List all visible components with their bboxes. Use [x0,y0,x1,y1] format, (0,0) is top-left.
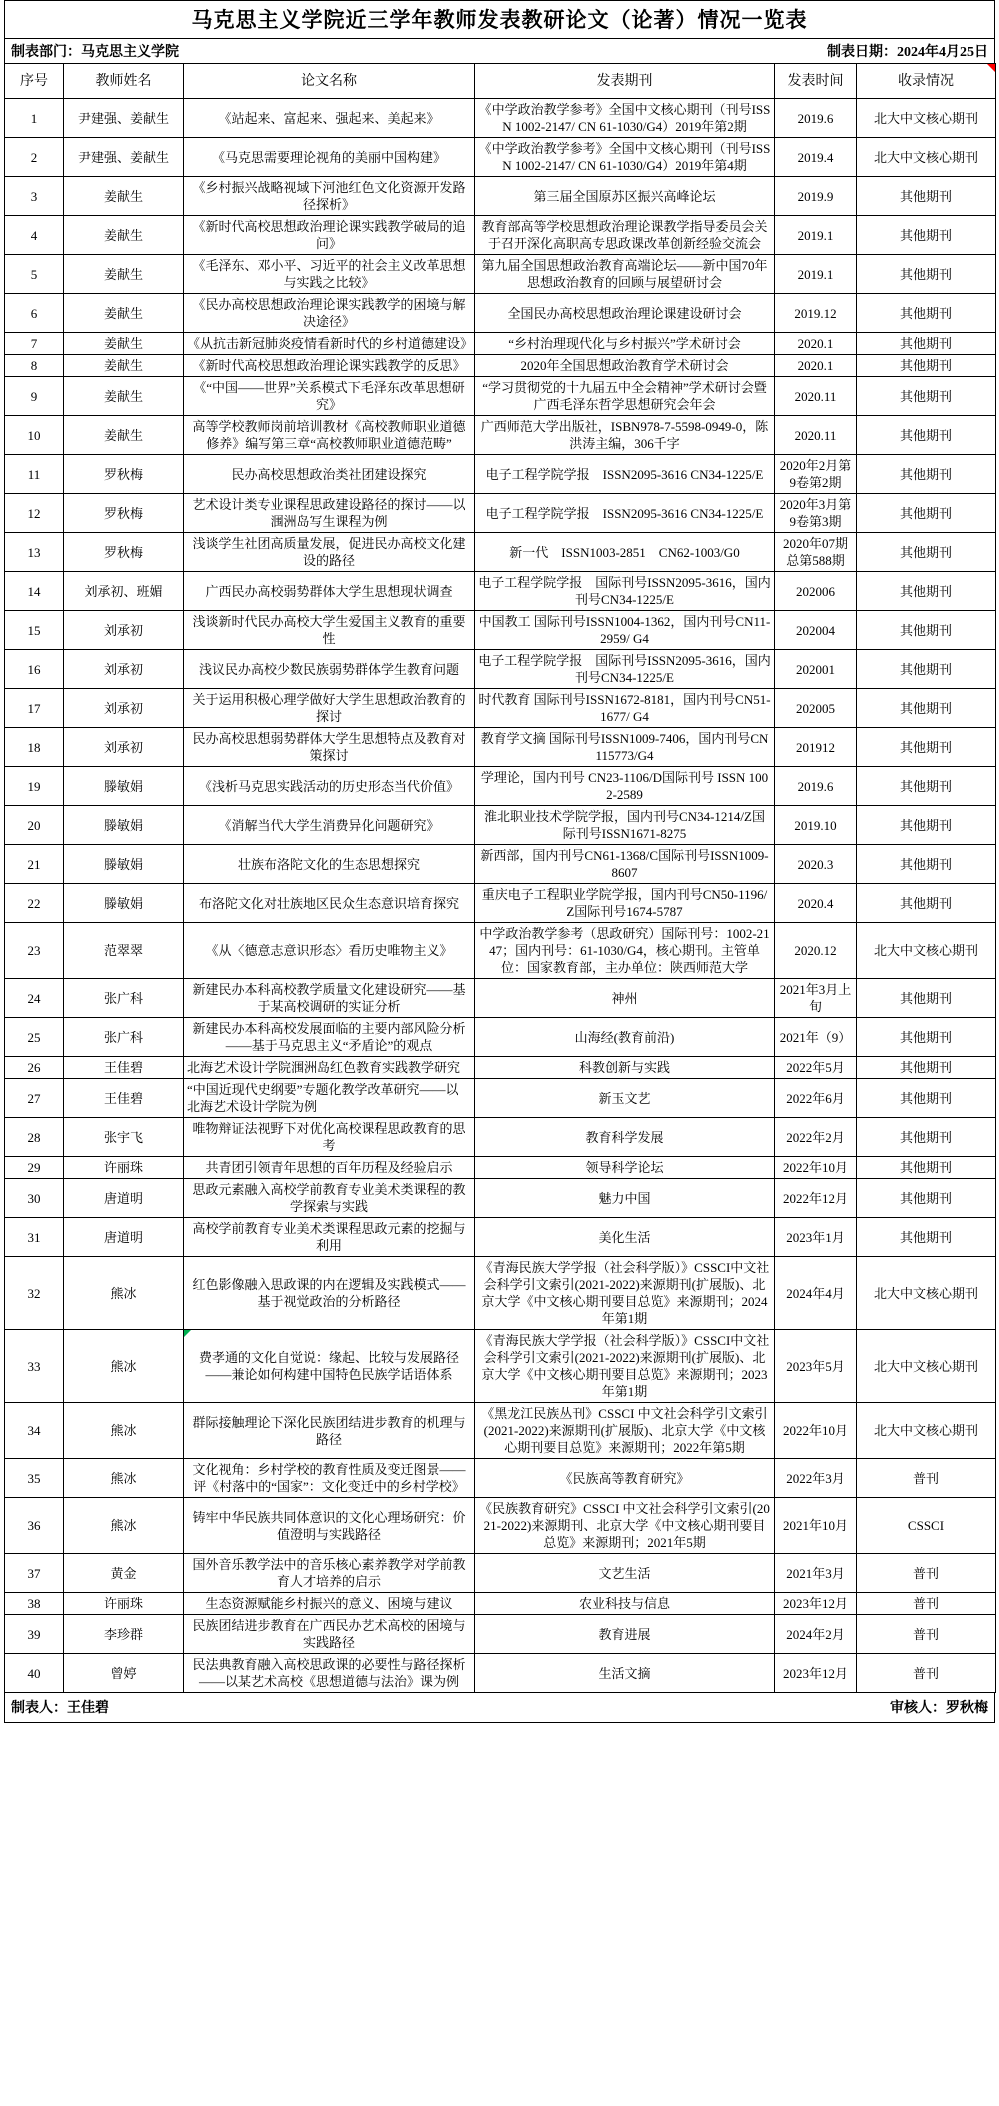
cell-no: 9 [5,377,64,416]
report-sheet [4,0,995,1723]
cell-no: 4 [5,216,64,255]
table-row [5,845,996,884]
cell-publish-time: 2023年12月 [775,1593,857,1615]
cell-no: 21 [5,845,64,884]
table-row [5,884,996,923]
comment-marker-red-icon [987,64,995,72]
cell-index-status: 其他期刊 [857,845,996,884]
cell-publish-time: 2019.1 [775,216,857,255]
cell-index-status: 北大中文核心期刊 [857,1403,996,1459]
cell-index-status: 其他期刊 [857,294,996,333]
cell-teacher-name: 姜献生 [64,377,184,416]
cell-index-status: 其他期刊 [857,1218,996,1257]
cell-no: 15 [5,611,64,650]
header-journal: 发表期刊 [475,64,775,99]
cell-publish-time: 2021年3月上旬 [775,979,857,1018]
table-row [5,455,996,494]
cell-publish-time: 202004 [775,611,857,650]
cell-index-status: 北大中文核心期刊 [857,138,996,177]
cell-publish-time: 2020.12 [775,923,857,979]
table-row [5,806,996,845]
footer-row [4,1693,995,1723]
cell-teacher-name: 刘承初 [64,611,184,650]
cell-teacher-name: 滕敏娟 [64,845,184,884]
cell-index-status: 北大中文核心期刊 [857,923,996,979]
cell-publish-time: 2022年6月 [775,1079,857,1118]
cell-index-status: 其他期刊 [857,611,996,650]
cell-index-status: 其他期刊 [857,572,996,611]
meta-row [4,38,995,64]
footer-reviewer: 审核人：罗秋梅 [890,1701,988,1716]
cell-publish-time: 2020.3 [775,845,857,884]
footer-preparer: 制表人：王佳碧 [11,1701,109,1716]
cell-no: 3 [5,177,64,216]
table-row [5,1593,996,1615]
cell-journal: 生活文摘 [475,1654,775,1693]
cell-publish-time: 2021年3月 [775,1554,857,1593]
table-row [5,1257,996,1330]
cell-index-status: 其他期刊 [857,533,996,572]
table-row [5,767,996,806]
cell-journal: 第三届全国原苏区振兴高峰论坛 [475,177,775,216]
cell-no: 30 [5,1179,64,1218]
cell-publish-time: 202005 [775,689,857,728]
cell-no: 38 [5,1593,64,1615]
cell-teacher-name: 姜献生 [64,177,184,216]
table-row [5,99,996,138]
cell-index-status: 其他期刊 [857,177,996,216]
cell-journal: 教育进展 [475,1615,775,1654]
cell-paper-title: 思政元素融入高校学前教育专业美术类课程的教学探索与实践 [184,1179,475,1218]
header-teacher: 教师姓名 [64,64,184,99]
cell-index-status: 其他期刊 [857,884,996,923]
cell-paper-title: 民法典教育融入高校思政课的必要性与路径探析——以某艺术高校《思想道德与法治》课为例 [184,1654,475,1693]
publications-table [4,63,996,1693]
table-row [5,294,996,333]
cell-no: 36 [5,1498,64,1554]
cell-journal: 神州 [475,979,775,1018]
cell-teacher-name: 唐道明 [64,1179,184,1218]
cell-journal: 教育部高等学校思想政治理论课教学指导委员会关于召开深化高职高专思政课改革创新经验交流会 [475,216,775,255]
header-paper-title: 论文名称 [184,64,475,99]
cell-teacher-name: 滕敏娟 [64,884,184,923]
cell-publish-time: 2020年07期总第588期 [775,533,857,572]
cell-teacher-name: 熊冰 [64,1330,184,1403]
table-row [5,177,996,216]
cell-paper-title: 《“中国——世界”关系模式下毛泽东改革思想研究》 [184,377,475,416]
cell-no: 13 [5,533,64,572]
cell-teacher-name: 唐道明 [64,1218,184,1257]
table-row [5,1118,996,1157]
cell-index-status: 其他期刊 [857,689,996,728]
cell-index-status: 普刊 [857,1615,996,1654]
cell-teacher-name: 姜献生 [64,355,184,377]
table-row [5,1157,996,1179]
cell-teacher-name: 姜献生 [64,255,184,294]
cell-journal: 第九届全国思想政治教育高端论坛——新中国70年思想政治教育的回顾与展望研讨会 [475,255,775,294]
cell-paper-title: 生态资源赋能乡村振兴的意义、困境与建议 [184,1593,475,1615]
cell-no: 22 [5,884,64,923]
cell-journal: 魅力中国 [475,1179,775,1218]
cell-index-status: CSSCI [857,1498,996,1554]
cell-publish-time: 2020.1 [775,333,857,355]
cell-no: 12 [5,494,64,533]
cell-index-status: 其他期刊 [857,1157,996,1179]
cell-index-status: 其他期刊 [857,455,996,494]
cell-no: 16 [5,650,64,689]
cell-publish-time: 2019.6 [775,99,857,138]
cell-no: 40 [5,1654,64,1693]
cell-paper-title: 浅谈新时代民办高校大学生爱国主义教育的重要性 [184,611,475,650]
cell-journal: 淮北职业技术学院学报，国内刊号CN34-1214/Z国际刊号ISSN1671-8275 [475,806,775,845]
cell-journal: 新一代 ISSN1003-2851 CN62-1003/G0 [475,533,775,572]
cell-publish-time: 2020年2月第9卷第2期 [775,455,857,494]
comment-marker-green-icon [184,1330,191,1337]
cell-teacher-name: 张广科 [64,979,184,1018]
table-row [5,1403,996,1459]
cell-index-status: 北大中文核心期刊 [857,99,996,138]
cell-no: 25 [5,1018,64,1057]
cell-no: 18 [5,728,64,767]
cell-no: 11 [5,455,64,494]
cell-teacher-name: 姜献生 [64,333,184,355]
header-no: 序号 [5,64,64,99]
table-header-row [5,64,996,99]
cell-teacher-name: 刘承初 [64,728,184,767]
cell-journal: 电子工程学院学报 国际刊号ISSN2095-3616，国内刊号CN34-1225/E [475,650,775,689]
cell-journal: 《中学政治教学参考》全国中文核心期刊（刊号ISSN 1002-2147/ CN 61-1030/G4）2019年第4期 [475,138,775,177]
cell-no: 1 [5,99,64,138]
cell-no: 32 [5,1257,64,1330]
cell-publish-time: 2020.4 [775,884,857,923]
cell-publish-time: 2022年5月 [775,1057,857,1079]
table-row [5,1330,996,1403]
cell-journal: 教育科学发展 [475,1118,775,1157]
meta-date: 制表日期：2024年4月25日 [827,45,988,60]
cell-paper-title: 铸牢中华民族共同体意识的文化心理场研究：价值澄明与实践路径 [184,1498,475,1554]
cell-journal: 《民族教育研究》CSSCI 中文社会科学引文索引(2021-2022)来源期刊、北京大学《中文核心期刊要目总览》来源期刊；2021年5期 [475,1498,775,1554]
cell-teacher-name: 熊冰 [64,1257,184,1330]
cell-index-status: 其他期刊 [857,767,996,806]
cell-no: 7 [5,333,64,355]
cell-paper-title: 《浅析马克思实践活动的历史形态当代价值》 [184,767,475,806]
cell-index-status: 其他期刊 [857,333,996,355]
cell-journal: 重庆电子工程职业学院学报，国内刊号CN50-1196/Z国际刊号1674-5787 [475,884,775,923]
cell-journal: 教育学文摘 国际刊号ISSN1009-7406，国内刊号CN115773/G4 [475,728,775,767]
cell-index-status: 普刊 [857,1654,996,1693]
cell-journal: 电子工程学院学报 国际刊号ISSN2095-3616，国内刊号CN34-1225/E [475,572,775,611]
cell-publish-time: 2024年4月 [775,1257,857,1330]
table-row [5,1179,996,1218]
cell-publish-time: 202001 [775,650,857,689]
cell-journal: 全国民办高校思想政治理论课建设研讨会 [475,294,775,333]
table-row [5,611,996,650]
cell-journal: 领导科学论坛 [475,1157,775,1179]
cell-teacher-name: 罗秋梅 [64,533,184,572]
cell-publish-time: 2022年2月 [775,1118,857,1157]
cell-journal: 《中学政治教学参考》全国中文核心期刊（刊号ISSN 1002-2147/ CN 61-1030/G4）2019年第2期 [475,99,775,138]
table-row [5,1018,996,1057]
cell-paper-title: 《民办高校思想政治理论课实践教学的困境与解决途径》 [184,294,475,333]
cell-teacher-name: 范翠翠 [64,923,184,979]
cell-teacher-name: 王佳碧 [64,1079,184,1118]
cell-publish-time: 2020.11 [775,416,857,455]
table-row [5,1057,996,1079]
cell-paper-title: 《乡村振兴战略视域下河池红色文化资源开发路径探析》 [184,177,475,216]
cell-no: 24 [5,979,64,1018]
cell-teacher-name: 张广科 [64,1018,184,1057]
cell-journal: 电子工程学院学报 ISSN2095-3616 CN34-1225/E [475,455,775,494]
cell-teacher-name: 滕敏娟 [64,806,184,845]
cell-teacher-name: 李珍群 [64,1615,184,1654]
cell-journal: 《青海民族大学学报（社会科学版）》CSSCI中文社会科学引文索引(2021-2022)来源期刊(扩展版)、北京大学《中文核心期刊要目总览》来源期刊；2023年第1期 [475,1330,775,1403]
cell-no: 8 [5,355,64,377]
cell-no: 14 [5,572,64,611]
table-row [5,255,996,294]
cell-publish-time: 2024年2月 [775,1615,857,1654]
table-row [5,1079,996,1118]
cell-index-status: 其他期刊 [857,728,996,767]
cell-no: 31 [5,1218,64,1257]
cell-journal: 电子工程学院学报 ISSN2095-3616 CN34-1225/E [475,494,775,533]
table-row [5,572,996,611]
cell-journal: 《民族高等教育研究》 [475,1459,775,1498]
cell-no: 39 [5,1615,64,1654]
header-status [857,64,996,99]
table-row [5,979,996,1018]
cell-publish-time: 2019.12 [775,294,857,333]
table-row [5,333,996,355]
cell-paper-title: 北海艺术设计学院涠洲岛红色教育实践教学研究 [184,1057,475,1079]
cell-journal: 新玉文艺 [475,1079,775,1118]
cell-teacher-name: 滕敏娟 [64,767,184,806]
cell-teacher-name: 刘承初、班媚 [64,572,184,611]
cell-paper-title: 《新时代高校思想政治理论课实践教学破局的追问》 [184,216,475,255]
cell-index-status: 其他期刊 [857,1057,996,1079]
cell-teacher-name: 熊冰 [64,1459,184,1498]
cell-paper-title: 高等学校教师岗前培训教材《高校教师职业道德修养》编写第三章“高校教师职业道德范畴” [184,416,475,455]
cell-paper-title: 民族团结进步教育在广西民办艺术高校的困境与实践路径 [184,1615,475,1654]
cell-no: 27 [5,1079,64,1118]
cell-index-status: 其他期刊 [857,1079,996,1118]
cell-teacher-name: 熊冰 [64,1403,184,1459]
cell-journal: 中国教工 国际刊号ISSN1004-1362，国内刊号CN11-2959/ G4 [475,611,775,650]
cell-teacher-name: 许丽珠 [64,1593,184,1615]
cell-index-status: 其他期刊 [857,1179,996,1218]
cell-index-status: 普刊 [857,1593,996,1615]
table-row [5,1554,996,1593]
cell-teacher-name: 姜献生 [64,416,184,455]
table-row [5,689,996,728]
table-row [5,1615,996,1654]
table-row [5,1498,996,1554]
cell-no: 20 [5,806,64,845]
header-status-label: 收录情况 [898,73,954,89]
cell-paper-title: 新建民办本科高校教学质量文化建设研究——基于某高校调研的实证分析 [184,979,475,1018]
cell-journal: 广西师范大学出版社，ISBN978-7-5598-0949-0，陈洪涛主编，306千字 [475,416,775,455]
table-row [5,1218,996,1257]
cell-publish-time: 202006 [775,572,857,611]
cell-paper-title: 《从〈德意志意识形态〉看历史唯物主义》 [184,923,475,979]
cell-publish-time: 2022年3月 [775,1459,857,1498]
cell-publish-time: 2022年10月 [775,1157,857,1179]
cell-no: 26 [5,1057,64,1079]
cell-paper-title: 红色影像融入思政课的内在逻辑及实践模式——基于视觉政治的分析路径 [184,1257,475,1330]
cell-journal: 农业科技与信息 [475,1593,775,1615]
cell-publish-time: 2022年10月 [775,1403,857,1459]
cell-paper-title: 文化视角：乡村学校的教育性质及变迁图景——评《村落中的“国家”：文化变迁中的乡村学校》 [184,1459,475,1498]
table-row [5,533,996,572]
cell-journal: 2020年全国思想政治教育学术研讨会 [475,355,775,377]
cell-no: 33 [5,1330,64,1403]
cell-teacher-name: 罗秋梅 [64,494,184,533]
cell-paper-title: 浅议民办高校少数民族弱势群体学生教育问题 [184,650,475,689]
cell-teacher-name: 尹建强、姜献生 [64,99,184,138]
header-time: 发表时间 [775,64,857,99]
table-row [5,416,996,455]
cell-index-status: 其他期刊 [857,1018,996,1057]
cell-no: 29 [5,1157,64,1179]
cell-paper-title: 壮族布洛陀文化的生态思想探究 [184,845,475,884]
cell-publish-time: 2019.9 [775,177,857,216]
cell-paper-title: 群际接触理论下深化民族团结进步教育的机理与路径 [184,1403,475,1459]
cell-index-status: 其他期刊 [857,377,996,416]
cell-publish-time: 2021年10月 [775,1498,857,1554]
table-row [5,494,996,533]
cell-paper-title: 《新时代高校思想政治理论课实践教学的反思》 [184,355,475,377]
cell-teacher-name: 熊冰 [64,1498,184,1554]
cell-index-status: 其他期刊 [857,216,996,255]
cell-publish-time: 2019.1 [775,255,857,294]
cell-paper-title: 《消解当代大学生消费异化问题研究》 [184,806,475,845]
cell-index-status: 北大中文核心期刊 [857,1330,996,1403]
cell-paper-title: 关于运用积极心理学做好大学生思想政治教育的探讨 [184,689,475,728]
cell-paper-title: 艺术设计类专业课程思政建设路径的探讨——以涠洲岛写生课程为例 [184,494,475,533]
cell-paper-title: “中国近现代史纲要”专题化教学改革研究——以北海艺术设计学院为例 [184,1079,475,1118]
cell-paper-title: 共青团引领青年思想的百年历程及经验启示 [184,1157,475,1179]
cell-publish-time: 2022年12月 [775,1179,857,1218]
cell-publish-time: 2019.4 [775,138,857,177]
cell-teacher-name: 姜献生 [64,216,184,255]
cell-paper-title: 《站起来、富起来、强起来、美起来》 [184,99,475,138]
cell-journal: 学理论，国内刊号 CN23-1106/D国际刊号 ISSN 1002-2589 [475,767,775,806]
cell-teacher-name: 黄金 [64,1554,184,1593]
cell-no: 2 [5,138,64,177]
cell-index-status: 其他期刊 [857,1118,996,1157]
cell-paper-title: 布洛陀文化对壮族地区民众生态意识培育探究 [184,884,475,923]
cell-no: 10 [5,416,64,455]
cell-publish-time: 201912 [775,728,857,767]
cell-teacher-name: 王佳碧 [64,1057,184,1079]
table-row [5,923,996,979]
cell-publish-time: 2020.1 [775,355,857,377]
cell-journal: “学习贯彻党的十九届五中全会精神”学术研讨会暨广西毛泽东哲学思想研究会年会 [475,377,775,416]
table-row [5,377,996,416]
cell-teacher-name: 刘承初 [64,650,184,689]
cell-publish-time: 2021年（9） [775,1018,857,1057]
cell-journal: 中学政治教学参考（思政研究）国际刊号：1002-2147；国内刊号：61-1030/G4，核心期刊。主管单位：国家教育部，主办单位：陕西师范大学 [475,923,775,979]
cell-publish-time: 2020.11 [775,377,857,416]
cell-journal: 时代教育 国际刊号ISSN1672-8181，国内刊号CN51-1677/ G4 [475,689,775,728]
cell-teacher-name: 罗秋梅 [64,455,184,494]
cell-publish-time: 2019.6 [775,767,857,806]
cell-index-status: 普刊 [857,1554,996,1593]
table-row [5,1459,996,1498]
cell-paper-title: 《马克思需要理论视角的美丽中国构建》 [184,138,475,177]
cell-teacher-name: 刘承初 [64,689,184,728]
cell-publish-time: 2023年1月 [775,1218,857,1257]
cell-paper-title: 费孝通的文化自觉说：缘起、比较与发展路径——兼论如何构建中国特色民族学话语体系 [184,1330,475,1403]
cell-publish-time: 2019.10 [775,806,857,845]
cell-paper-title: 《毛泽东、邓小平、习近平的社会主义改革思想与实践之比较》 [184,255,475,294]
cell-teacher-name: 张宇飞 [64,1118,184,1157]
cell-index-status: 其他期刊 [857,806,996,845]
table-row [5,138,996,177]
cell-publish-time: 2023年5月 [775,1330,857,1403]
cell-journal: 新西部，国内刊号CN61-1368/C国际刊号ISSN1009-8607 [475,845,775,884]
cell-publish-time: 2023年12月 [775,1654,857,1693]
cell-teacher-name: 尹建强、姜献生 [64,138,184,177]
cell-journal: 《青海民族大学学报（社会科学版）》CSSCI中文社会科学引文索引(2021-2022)来源期刊(扩展版)、北京大学《中文核心期刊要目总览》来源期刊；2024年第1期 [475,1257,775,1330]
cell-index-status: 其他期刊 [857,355,996,377]
cell-paper-title: 国外音乐教学法中的音乐核心素养教学对学前教育人才培养的启示 [184,1554,475,1593]
cell-journal: 美化生活 [475,1218,775,1257]
cell-journal: 《黑龙江民族丛刊》CSSCI 中文社会科学引文索引(2021-2022)来源期刊(扩展版)、北京大学《中文核心期刊要目总览》来源期刊；2022年第5期 [475,1403,775,1459]
cell-paper-title: 民办高校思想政治类社团建设探究 [184,455,475,494]
cell-paper-title: 浅谈学生社团高质量发展，促进民办高校文化建设的路径 [184,533,475,572]
cell-no: 28 [5,1118,64,1157]
meta-department: 制表部门：马克思主义学院 [11,45,179,60]
page-title: 马克思主义学院近三学年教师发表教研论文（论著）情况一览表 [4,0,995,39]
cell-journal: 科教创新与实践 [475,1057,775,1079]
cell-publish-time: 2020年3月第9卷第3期 [775,494,857,533]
cell-index-status: 其他期刊 [857,650,996,689]
table-row [5,1654,996,1693]
table-row [5,216,996,255]
cell-index-status: 普刊 [857,1459,996,1498]
cell-no: 5 [5,255,64,294]
cell-no: 19 [5,767,64,806]
cell-no: 17 [5,689,64,728]
cell-index-status: 其他期刊 [857,416,996,455]
cell-paper-title: 新建民办本科高校发展面临的主要内部风险分析——基于马克思主义“矛盾论”的观点 [184,1018,475,1057]
cell-no: 37 [5,1554,64,1593]
cell-teacher-name: 许丽珠 [64,1157,184,1179]
cell-no: 34 [5,1403,64,1459]
table-row [5,728,996,767]
cell-no: 6 [5,294,64,333]
cell-journal: “乡村治理现代化与乡村振兴”学术研讨会 [475,333,775,355]
cell-paper-title: 《从抗击新冠肺炎疫情看新时代的乡村道德建设》 [184,333,475,355]
cell-index-status: 其他期刊 [857,255,996,294]
cell-index-status: 北大中文核心期刊 [857,1257,996,1330]
cell-paper-title: 唯物辩证法视野下对优化高校课程思政教育的思考 [184,1118,475,1157]
cell-journal: 文艺生活 [475,1554,775,1593]
cell-paper-title: 广西民办高校弱势群体大学生思想现状调查 [184,572,475,611]
cell-paper-title: 民办高校思想弱势群体大学生思想特点及教育对策探讨 [184,728,475,767]
cell-teacher-name: 曾婷 [64,1654,184,1693]
cell-no: 35 [5,1459,64,1498]
cell-journal: 山海经(教育前沿) [475,1018,775,1057]
table-row [5,355,996,377]
cell-index-status: 其他期刊 [857,494,996,533]
cell-teacher-name: 姜献生 [64,294,184,333]
table-row [5,650,996,689]
cell-paper-title: 高校学前教育专业美术类课程思政元素的挖掘与利用 [184,1218,475,1257]
cell-no: 23 [5,923,64,979]
cell-index-status: 其他期刊 [857,979,996,1018]
